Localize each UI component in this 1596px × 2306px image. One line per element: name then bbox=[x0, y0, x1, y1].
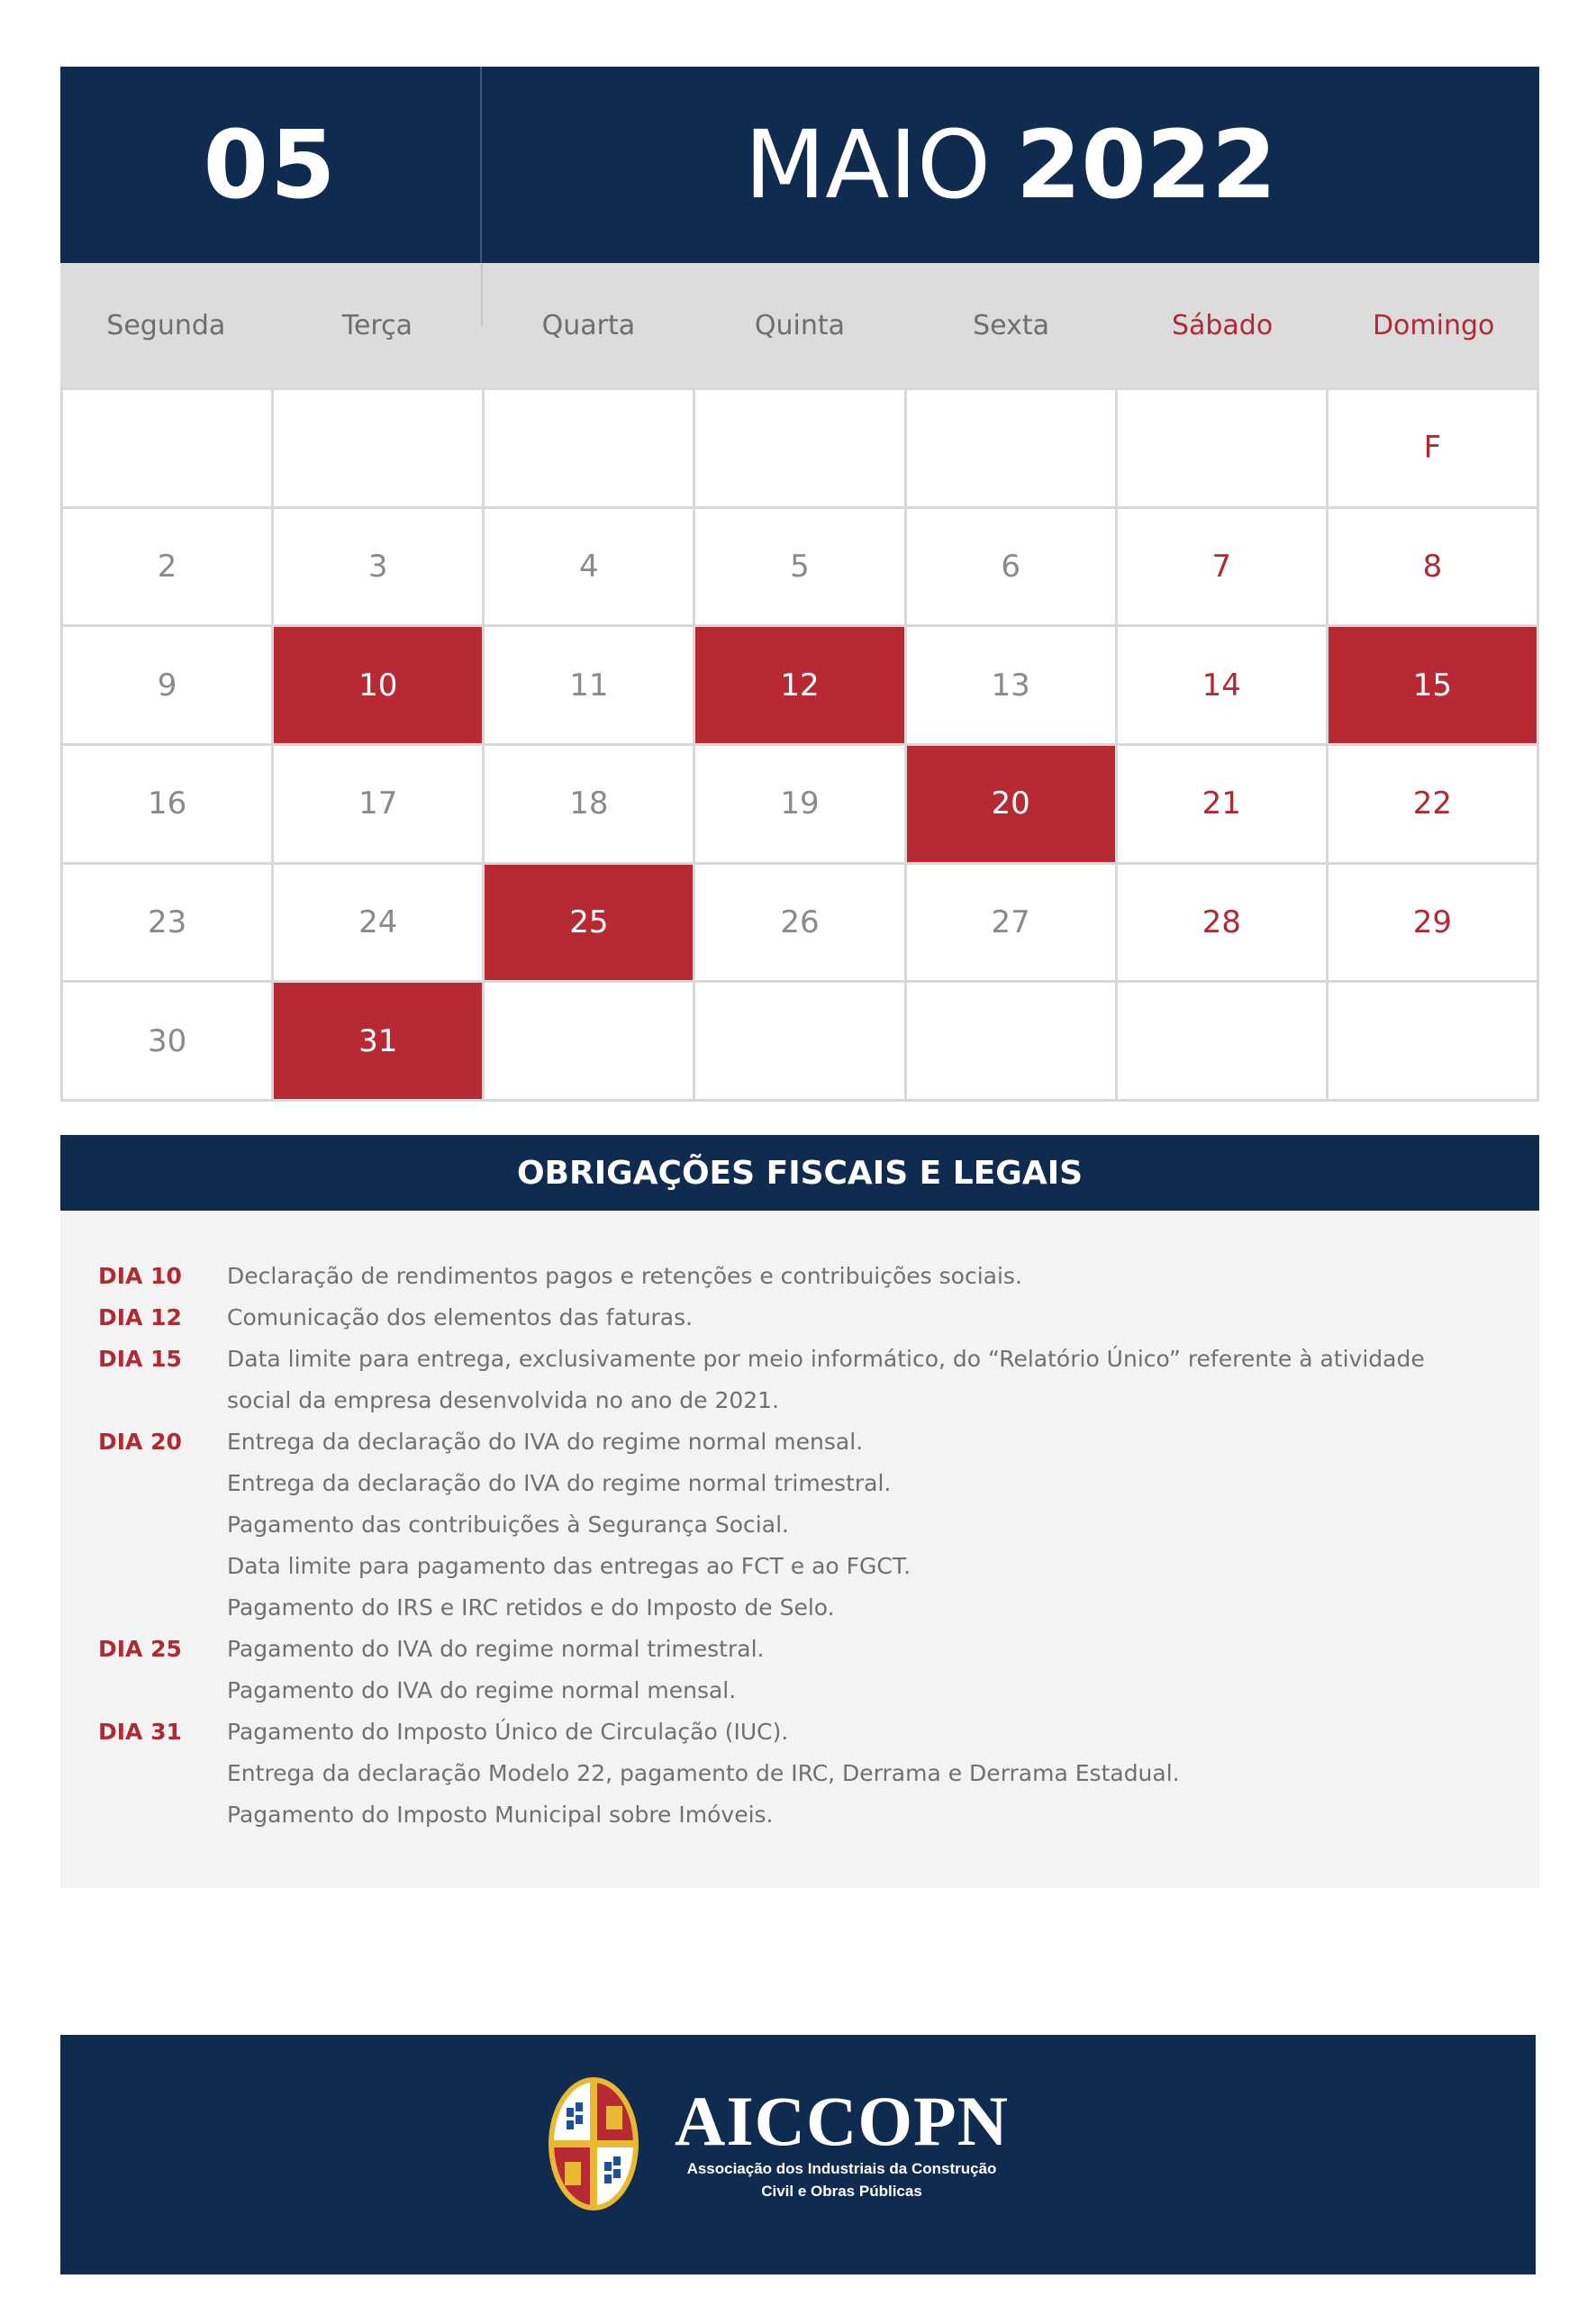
obligation-text: social da empresa desenvolvida no ano de 2021. bbox=[227, 1387, 780, 1413]
calendar-day-cell: 8 bbox=[1328, 509, 1537, 625]
weekday-label: Quarta bbox=[541, 309, 636, 341]
obligation-text: Pagamento do IVA do regime normal mensal. bbox=[227, 1677, 737, 1703]
obligation-entry bbox=[60, 1339, 1539, 1421]
calendar-day-cell: 13 bbox=[907, 627, 1115, 743]
weekday-label: Quinta bbox=[754, 309, 846, 341]
weekday-row bbox=[60, 263, 1539, 387]
obligation-entry bbox=[60, 1711, 1539, 1836]
weekday-label: Domingo bbox=[1372, 309, 1495, 341]
calendar-day-cell: 6 bbox=[907, 509, 1115, 625]
obligation-text: Pagamento das contribuições à Segurança Social. bbox=[227, 1512, 789, 1538]
year: 2022 bbox=[1015, 110, 1277, 220]
obligation-day: DIA 15 bbox=[98, 1346, 182, 1372]
calendar-day-cell: 2 bbox=[63, 509, 271, 625]
calendar-day-cell: 19 bbox=[695, 746, 903, 862]
calendar-day-cell bbox=[274, 390, 482, 506]
footer bbox=[60, 2035, 1536, 2274]
obligation-entry bbox=[60, 1256, 1539, 1297]
calendar-day-cell bbox=[695, 390, 903, 506]
calendar-day-cell: 24 bbox=[274, 865, 482, 981]
month-number: 05 bbox=[60, 67, 482, 263]
calendar-day-cell bbox=[1328, 983, 1537, 1099]
obligation-text: Pagamento do IRS e IRC retidos e do Imposto de Selo. bbox=[227, 1594, 835, 1621]
calendar-day-cell: 31 bbox=[274, 983, 482, 1099]
calendar-day-cell bbox=[1118, 983, 1326, 1099]
calendar-day-cell: 3 bbox=[274, 509, 482, 625]
obligation-day: DIA 12 bbox=[98, 1304, 182, 1330]
calendar-day-cell: 26 bbox=[695, 865, 903, 981]
obligation-text: Declaração de rendimentos pagos e retenções e contribuições sociais. bbox=[227, 1263, 1022, 1289]
calendar-day-cell: 4 bbox=[485, 509, 693, 625]
obligations-list bbox=[60, 1211, 1539, 1888]
calendar-day-cell: 23 bbox=[63, 865, 271, 981]
calendar-day-cell: 17 bbox=[274, 746, 482, 862]
obligation-text: Comunicação dos elementos das faturas. bbox=[227, 1304, 694, 1330]
calendar-day-cell bbox=[695, 983, 903, 1099]
calendar-day-cell: 12 bbox=[695, 627, 903, 743]
calendar-day-cell bbox=[907, 983, 1115, 1099]
obligation-text: Data limite para pagamento das entregas ao FCT e ao FGCT. bbox=[227, 1553, 911, 1579]
obligation-text: Entrega da declaração do IVA do regime normal trimestral. bbox=[227, 1470, 892, 1496]
calendar-header bbox=[60, 67, 1539, 263]
obligation-text: Pagamento do Imposto Municipal sobre Imóveis. bbox=[227, 1802, 774, 1828]
obligation-text: Entrega da declaração do IVA do regime normal mensal. bbox=[227, 1429, 864, 1455]
calendar-day-cell: 25 bbox=[485, 865, 693, 981]
obligation-text: Data limite para entrega, exclusivamente por meio informático, do “Relatório Único” referente à atividade bbox=[227, 1346, 1425, 1372]
logo-name: AICCOPN bbox=[675, 2082, 1009, 2160]
obligation-text: Pagamento do Imposto Único de Circulação (IUC). bbox=[227, 1719, 789, 1745]
calendar-day-cell: 28 bbox=[1118, 865, 1326, 981]
calendar-day-cell: 20 bbox=[907, 746, 1115, 862]
calendar-day-cell bbox=[907, 390, 1115, 506]
weekday-label: Segunda bbox=[106, 309, 226, 341]
calendar-day-cell: 16 bbox=[63, 746, 271, 862]
weekday-label: Sexta bbox=[973, 309, 1049, 341]
shield-emblem-icon bbox=[547, 2075, 640, 2212]
calendar-day-cell: 7 bbox=[1118, 509, 1326, 625]
obligation-day: DIA 20 bbox=[98, 1429, 182, 1455]
logo bbox=[547, 2075, 1009, 2212]
calendar-day-cell: 11 bbox=[485, 627, 693, 743]
weekday-label: Sábado bbox=[1171, 309, 1274, 341]
calendar-grid bbox=[60, 387, 1539, 1102]
calendar-day-cell bbox=[63, 390, 271, 506]
calendar-day-cell: 22 bbox=[1328, 746, 1537, 862]
header-divider bbox=[481, 263, 483, 326]
obligation-day: DIA 31 bbox=[98, 1719, 182, 1745]
obligation-text: Pagamento do IVA do regime normal trimestral. bbox=[227, 1636, 765, 1662]
calendar-day-cell: 21 bbox=[1118, 746, 1326, 862]
calendar-day-cell: 27 bbox=[907, 865, 1115, 981]
calendar-day-cell: 9 bbox=[63, 627, 271, 743]
obligation-entry bbox=[60, 1297, 1539, 1339]
calendar-day-cell bbox=[485, 390, 693, 506]
month-name: MAIO bbox=[744, 110, 991, 220]
calendar-day-cell: 14 bbox=[1118, 627, 1326, 743]
obligation-day: DIA 25 bbox=[98, 1636, 182, 1662]
obligation-text: Entrega da declaração Modelo 22, pagamento de IRC, Derrama e Derrama Estadual. bbox=[227, 1760, 1180, 1786]
obligation-entry bbox=[60, 1629, 1539, 1711]
calendar-day-cell bbox=[485, 983, 693, 1099]
obligations-title: OBRIGAÇÕES FISCAIS E LEGAIS bbox=[60, 1135, 1539, 1211]
calendar-day-cell: F bbox=[1328, 390, 1537, 506]
obligation-entry bbox=[60, 1421, 1539, 1629]
month-title bbox=[482, 67, 1539, 263]
calendar-day-cell: 18 bbox=[485, 746, 693, 862]
calendar-day-cell: 5 bbox=[695, 509, 903, 625]
weekday-label: Terça bbox=[341, 309, 413, 341]
obligation-day: DIA 10 bbox=[98, 1263, 182, 1289]
logo-subtitle-line2: Civil e Obras Públicas bbox=[761, 2183, 922, 2200]
logo-text bbox=[675, 2082, 1009, 2202]
calendar-day-cell: 10 bbox=[274, 627, 482, 743]
calendar-day-cell bbox=[1118, 390, 1326, 506]
calendar-day-cell: 29 bbox=[1328, 865, 1537, 981]
calendar-day-cell: 15 bbox=[1328, 627, 1537, 743]
logo-subtitle-line1: Associação dos Industriais da Construção bbox=[686, 2160, 997, 2177]
calendar-day-cell: 30 bbox=[63, 983, 271, 1099]
